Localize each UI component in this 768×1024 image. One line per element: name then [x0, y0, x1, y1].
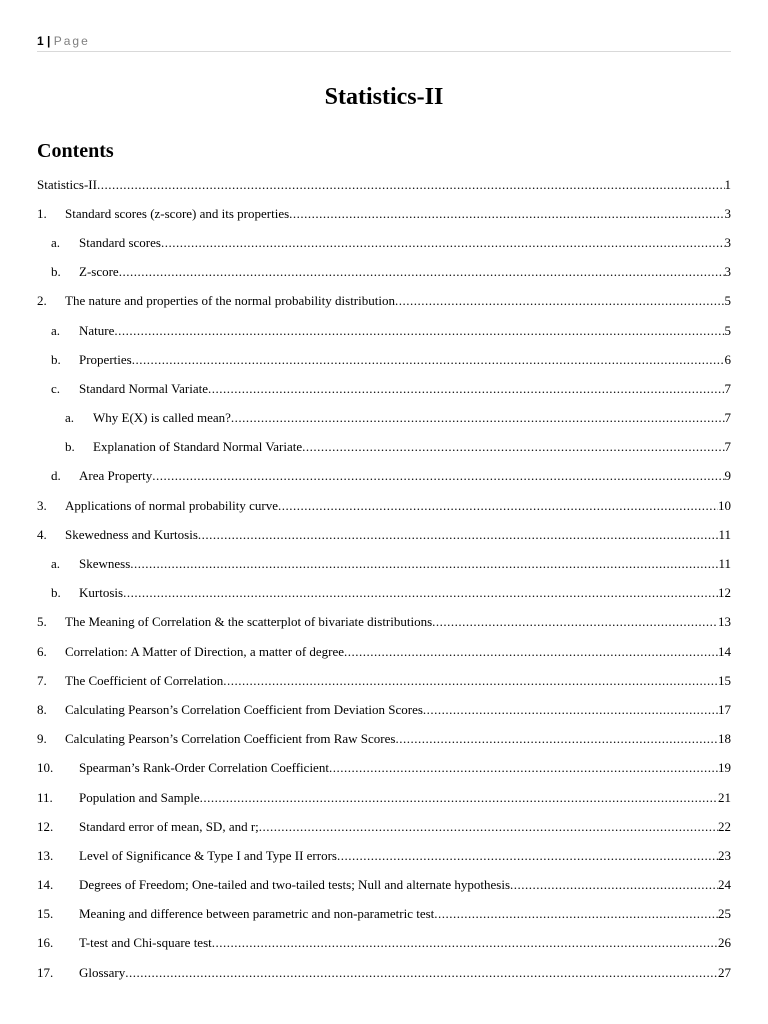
toc-entry[interactable]: [37, 287, 731, 316]
toc-dot-leader: [434, 906, 718, 922]
toc-entry-text[interactable]: Z-score: [79, 264, 119, 280]
toc-entry-text[interactable]: Calculating Pearson’s Correlation Coefficient from Raw Scores: [65, 731, 396, 747]
toc-entry-number: 7.: [37, 672, 47, 688]
toc-entry[interactable]: [37, 228, 731, 257]
toc-entry-page[interactable]: 21: [718, 789, 731, 805]
toc-entry[interactable]: [37, 404, 731, 433]
toc-entry-text[interactable]: Standard Normal Variate: [79, 380, 208, 396]
toc-entry-page[interactable]: 12: [718, 585, 731, 601]
toc-dot-leader: [344, 644, 718, 660]
toc-entry-page[interactable]: 3: [724, 234, 731, 250]
toc-entry-page[interactable]: 9: [724, 468, 731, 484]
toc-entry[interactable]: [37, 666, 731, 695]
toc-entry-text[interactable]: Standard error of mean, SD, and r;: [79, 818, 259, 834]
header-page-word: Page: [53, 34, 90, 48]
toc-entry-number: 11.: [37, 789, 53, 805]
toc-dot-leader: [132, 352, 725, 368]
header-separator: |: [47, 34, 51, 48]
toc-dot-leader: [208, 381, 725, 397]
toc-entry-number: 9.: [37, 731, 47, 747]
toc-entry[interactable]: [37, 958, 731, 987]
toc-entry[interactable]: [37, 579, 731, 608]
toc-entry[interactable]: [37, 929, 731, 958]
toc-entry-number: 3.: [37, 497, 47, 513]
toc-entry[interactable]: [37, 841, 731, 870]
toc-entry-number: b.: [51, 351, 61, 367]
toc-dot-leader: [432, 614, 718, 630]
toc-entry-number: 5.: [37, 614, 47, 630]
toc-entry-page[interactable]: 23: [718, 847, 731, 863]
toc-entry-page[interactable]: 1: [724, 176, 731, 192]
toc-entry-number: 12.: [37, 818, 54, 834]
toc-entry-page[interactable]: 22: [718, 818, 731, 834]
toc-entry-page[interactable]: 7: [724, 439, 731, 455]
toc-entry[interactable]: [37, 812, 731, 841]
toc-entry-number: b.: [51, 585, 61, 601]
toc-dot-leader: [231, 410, 725, 426]
toc-dot-leader: [395, 731, 718, 747]
toc-dot-leader: [259, 819, 718, 835]
toc-entry[interactable]: [37, 433, 731, 462]
toc-entry-number: c.: [51, 380, 61, 396]
toc-entry-text[interactable]: Skewness: [79, 556, 131, 572]
toc-entry-text[interactable]: Correlation: A Matter of Direction, a matter of degree: [65, 643, 345, 659]
toc-entry[interactable]: [37, 608, 731, 637]
toc-entry-page[interactable]: 27: [718, 964, 731, 980]
toc-entry-page[interactable]: 15: [718, 672, 731, 688]
toc-entry-text[interactable]: Statistics-II: [37, 176, 97, 192]
toc-entry[interactable]: [37, 549, 731, 578]
toc-entry-text[interactable]: The Meaning of Correlation & the scatterplot of bivariate distributions: [65, 614, 433, 630]
toc-entry-text[interactable]: Spearman’s Rank-Order Correlation Coefficient: [79, 760, 329, 776]
toc-entry-page[interactable]: 3: [724, 264, 731, 280]
toc-dot-leader: [97, 177, 725, 193]
toc-dot-leader: [510, 877, 718, 893]
toc-entry-page[interactable]: 5: [724, 322, 731, 338]
toc-entry[interactable]: [37, 725, 731, 754]
toc-entry-number: 2.: [37, 293, 47, 309]
toc-entry-page[interactable]: 19: [718, 760, 731, 776]
toc-entry-text[interactable]: Nature: [79, 322, 115, 338]
toc-entry-number: b.: [51, 264, 61, 280]
toc-entry-number: 10.: [37, 760, 54, 776]
toc-entry-page[interactable]: 7: [724, 380, 731, 396]
toc-entry-number: 16.: [37, 935, 54, 951]
toc-entry-number: a.: [51, 556, 61, 572]
toc-dot-leader: [200, 790, 718, 806]
toc-entry-text[interactable]: Standard scores (z-score) and its properties: [65, 205, 290, 221]
toc-entry-text[interactable]: Why E(X) is called mean?: [93, 410, 231, 426]
toc-entry-page[interactable]: 11: [718, 556, 731, 572]
toc-entry-text[interactable]: Kurtosis: [79, 585, 124, 601]
toc-entry[interactable]: [37, 900, 731, 929]
toc-entry-text[interactable]: Level of Significance & Type I and Type II errors: [79, 847, 337, 863]
table-of-contents: [37, 170, 731, 987]
toc-entry-page[interactable]: 10: [718, 497, 731, 513]
toc-entry-text[interactable]: The nature and properties of the normal probability distribution: [65, 293, 395, 309]
toc-dot-leader: [423, 702, 718, 718]
toc-entry[interactable]: [37, 520, 731, 549]
toc-entry-number: 6.: [37, 643, 47, 659]
toc-dot-leader: [198, 527, 719, 543]
toc-entry[interactable]: [37, 170, 731, 199]
toc-entry-text[interactable]: Applications of normal probability curve: [65, 497, 279, 513]
toc-entry-page[interactable]: 24: [718, 877, 731, 893]
toc-dot-leader: [289, 206, 724, 222]
toc-dot-leader: [278, 498, 718, 514]
toc-entry-number: 4.: [37, 526, 47, 542]
toc-dot-leader: [337, 848, 718, 864]
toc-entry-number: a.: [51, 322, 61, 338]
toc-entry-page[interactable]: 13: [718, 614, 731, 630]
toc-entry-number: 1.: [37, 205, 47, 221]
toc-dot-leader: [152, 468, 724, 484]
document-title: Statistics-II: [324, 84, 444, 110]
header-page-number: 1: [37, 34, 44, 48]
toc-entry-number: 8.: [37, 701, 47, 717]
toc-entry-page[interactable]: 14: [718, 643, 731, 659]
toc-entry-page[interactable]: 25: [718, 906, 731, 922]
toc-entry[interactable]: [37, 462, 731, 491]
toc-entry-number: b.: [65, 439, 75, 455]
toc-dot-leader: [130, 556, 718, 572]
toc-entry[interactable]: [37, 695, 731, 724]
toc-entry-text[interactable]: Area Property: [79, 468, 153, 484]
toc-entry[interactable]: [37, 491, 731, 520]
page-header: [37, 34, 731, 52]
toc-entry-number: 17.: [37, 964, 54, 980]
toc-entry-number: a.: [51, 234, 61, 250]
toc-entry-text[interactable]: Degrees of Freedom; One-tailed and two-tailed tests; Null and alternate hypothesis: [79, 877, 511, 893]
toc-entry-page[interactable]: 3: [724, 205, 731, 221]
toc-entry-text[interactable]: Glossary: [79, 964, 126, 980]
toc-dot-leader: [125, 965, 718, 981]
toc-entry-text[interactable]: Properties: [79, 351, 132, 367]
toc-dot-leader: [212, 935, 718, 951]
toc-entry-number: d.: [51, 468, 61, 484]
toc-dot-leader: [114, 323, 724, 339]
toc-dot-leader: [302, 439, 724, 455]
toc-dot-leader: [223, 673, 718, 689]
contents-heading: Contents: [37, 140, 114, 162]
toc-entry-text[interactable]: The Coefficient of Correlation: [65, 672, 224, 688]
toc-dot-leader: [395, 293, 725, 309]
toc-entry-text[interactable]: Calculating Pearson’s Correlation Coefficient from Deviation Scores: [65, 701, 423, 717]
toc-entry-page[interactable]: 26: [718, 935, 731, 951]
toc-dot-leader: [161, 235, 725, 251]
toc-entry-text[interactable]: Standard scores: [79, 234, 161, 250]
toc-entry[interactable]: [37, 258, 731, 287]
toc-entry[interactable]: [37, 374, 731, 403]
toc-entry-text[interactable]: Population and Sample: [79, 789, 200, 805]
toc-dot-leader: [119, 264, 725, 280]
toc-entry-page[interactable]: 6: [724, 351, 731, 367]
toc-entry[interactable]: [37, 871, 731, 900]
toc-entry[interactable]: [37, 316, 731, 345]
toc-entry[interactable]: [37, 637, 731, 666]
toc-entry-number: 13.: [37, 847, 54, 863]
toc-entry-page[interactable]: 11: [718, 526, 731, 542]
toc-dot-leader: [329, 760, 718, 776]
toc-entry[interactable]: [37, 345, 731, 374]
toc-entry[interactable]: [37, 783, 731, 812]
toc-entry-text[interactable]: T-test and Chi-square test: [79, 935, 212, 951]
toc-entry-text[interactable]: Meaning and difference between parametric and non-parametric test: [79, 906, 435, 922]
toc-entry-text[interactable]: Skewedness and Kurtosis: [65, 526, 198, 542]
toc-entry[interactable]: [37, 199, 731, 228]
toc-entry-page[interactable]: 18: [718, 731, 731, 747]
toc-entry-page[interactable]: 7: [724, 410, 731, 426]
toc-entry-page[interactable]: 5: [724, 293, 731, 309]
toc-entry-number: a.: [65, 410, 75, 426]
toc-entry-text[interactable]: Explanation of Standard Normal Variate: [93, 439, 303, 455]
toc-entry-page[interactable]: 17: [718, 701, 731, 717]
toc-entry-number: 15.: [37, 906, 54, 922]
toc-dot-leader: [123, 585, 718, 601]
toc-entry[interactable]: [37, 754, 731, 783]
toc-entry-number: 14.: [37, 877, 54, 893]
